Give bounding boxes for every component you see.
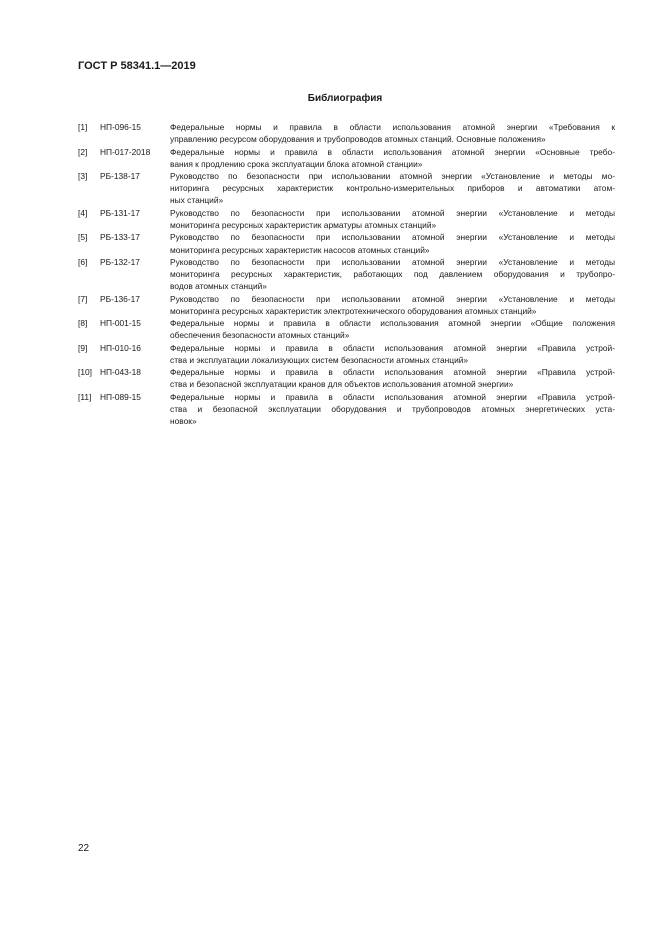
entry-text-line: мониторинга ресурсных характеристик, работающих под давлением оборудования и трубопро- — [170, 269, 615, 280]
entry-text-line: Руководство по безопасности при использовании атомной энергии «Установление и методы — [170, 256, 615, 267]
entry-code: РБ-138-17 — [100, 171, 140, 182]
entry-text-line: Руководство по безопасности при использовании атомной энергии «Установление и методы — [170, 207, 615, 218]
bibliography-entry — [78, 293, 615, 317]
bibliography-entry — [78, 207, 615, 231]
entry-code: РБ-136-17 — [100, 293, 140, 304]
entry-number: [2] — [78, 146, 88, 157]
bibliography-entry — [78, 366, 615, 390]
entry-number: [10] — [78, 367, 92, 378]
document-header: ГОСТ Р 58341.1—2019 — [78, 60, 196, 72]
entry-text — [170, 170, 615, 206]
bibliography-entry — [78, 391, 615, 427]
entry-text-line: Федеральные нормы и правила в области использования атомной энергии «Основные требо- — [170, 146, 615, 157]
entry-number: [1] — [78, 122, 88, 132]
entry-code: НП-043-18 — [100, 367, 141, 378]
entry-text — [170, 317, 615, 341]
entry-text-line: ниторинга ресурсных характеристик контрольно-измерительных приборов и автоматики атом- — [170, 183, 615, 194]
entry-text-line: обеспечения безопасности атомных станций» — [170, 330, 350, 341]
entry-code: НП-096-15 — [100, 122, 141, 132]
entry-number: [7] — [78, 293, 88, 304]
entry-text-line: Федеральные нормы и правила в области использования атомной энергии «Правила устрой- — [170, 391, 615, 402]
entry-number: [11] — [78, 391, 92, 402]
entry-text-line: ных станций» — [170, 195, 224, 206]
entry-text — [170, 293, 615, 317]
entry-text — [170, 146, 615, 170]
bibliography-entry — [78, 121, 615, 145]
entry-number: [3] — [78, 171, 88, 182]
entry-text-line: Федеральные нормы и правила в области использования атомной энергии «Общие положения — [170, 318, 615, 329]
entry-code: НП-017-2018 — [100, 146, 151, 157]
entry-text-line: Руководство по безопасности при использовании атомной энергии «Установление и методы — [170, 232, 615, 243]
page-number: 22 — [78, 843, 90, 854]
entry-number: [9] — [78, 342, 88, 353]
entry-text-line: Руководство по безопасности при использовании атомной энергии «Установление и методы мо- — [170, 171, 615, 182]
entry-text — [170, 391, 615, 427]
bibliography-entry — [78, 170, 615, 206]
entry-text-line: Федеральные нормы и правила в области использования атомной энергии «Требования к — [170, 122, 615, 132]
bibliography-entry — [78, 342, 615, 366]
entry-number: [5] — [78, 232, 88, 243]
bibliography-entry — [78, 256, 615, 292]
entry-text-line: мониторинга ресурсных характеристик арматуры атомных станций» — [170, 219, 437, 230]
bibliography-entry — [78, 317, 615, 341]
bibliography-list — [78, 121, 615, 428]
entry-code: НП-010-16 — [100, 342, 141, 353]
entry-text-line: ства и безопасной эксплуатации оборудования и трубопроводов атомных энергетических уста- — [170, 404, 615, 415]
entry-text-line: Федеральные нормы и правила в области использования атомной энергии «Правила устрой- — [170, 342, 615, 353]
entry-text-line: ства и безопасной эксплуатации кранов для объектов использования атомной энергии» — [170, 379, 514, 390]
entry-code: НП-089-15 — [100, 391, 141, 402]
entry-number: [6] — [78, 256, 88, 267]
entry-text-line: мониторинга ресурсных характеристик насосов атомных станций» — [170, 244, 430, 255]
bibliography-entry — [78, 231, 615, 255]
entry-number: [8] — [78, 318, 88, 329]
entry-text-line: вания к продлению срока эксплуатации блока атомной станции» — [170, 158, 423, 169]
entry-code: РБ-132-17 — [100, 256, 140, 267]
entry-text-line: новок» — [170, 416, 197, 427]
entry-text — [170, 207, 615, 231]
entry-text — [170, 342, 615, 366]
entry-text-line: водов атомных станций» — [170, 281, 267, 292]
entry-text-line: мониторинга ресурсных характеристик электротехнического оборудования атомных станций» — [170, 305, 537, 316]
entry-text — [170, 256, 615, 292]
bibliography-entry — [78, 146, 615, 170]
entry-code: РБ-131-17 — [100, 207, 140, 218]
entry-text — [170, 121, 615, 145]
entry-text — [170, 231, 615, 255]
entry-code: РБ-133-17 — [100, 232, 140, 243]
entry-text-line: Федеральные нормы и правила в области использования атомной энергии «Правила устрой- — [170, 367, 615, 378]
entry-text-line: Руководство по безопасности при использовании атомной энергии «Установление и методы — [170, 293, 615, 304]
entry-number: [4] — [78, 207, 88, 218]
entry-text-line: управлению ресурсом оборудования и трубопроводов атомных станций. Основные положения» — [170, 134, 546, 145]
entry-text-line: ства и эксплуатации локализующих систем безопасности атомных станций» — [170, 354, 469, 365]
entry-code: НП-001-15 — [100, 318, 141, 329]
entry-text — [170, 366, 615, 390]
section-title: Библиография — [307, 93, 383, 104]
